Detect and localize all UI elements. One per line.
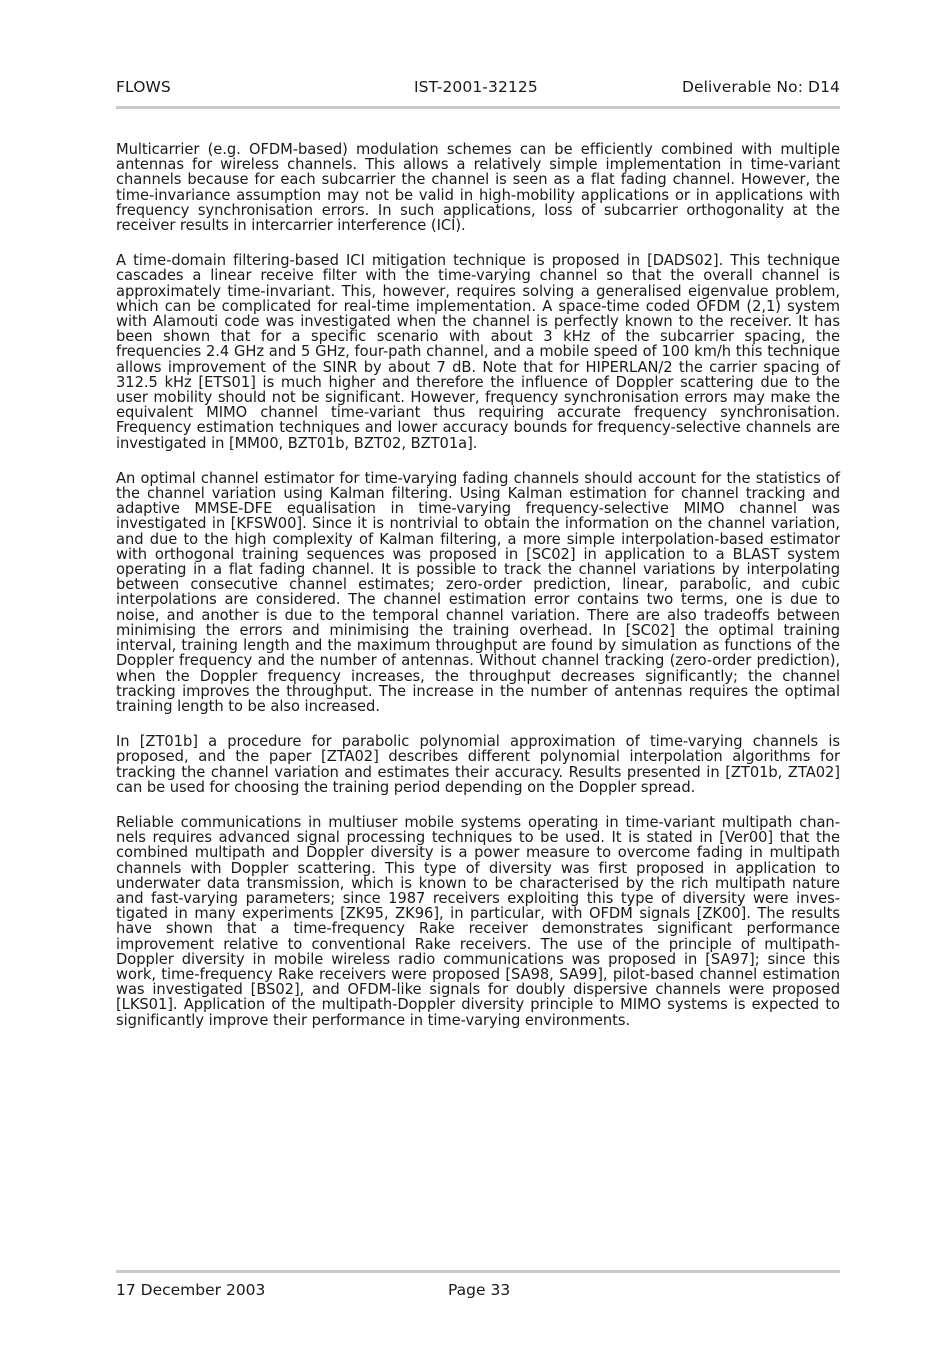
- page-header: [116, 78, 840, 100]
- header-project-name: FLOWS: [116, 78, 171, 96]
- paragraph-1: Multicarrier (e.g. OFDM-based) modulation schemes can be efficiently combined with multiple antennas for wireless channels. This allows a relatively simple implementation in time-variant channels because for each subcarrier the channel is seen as a flat fading channel. However, the time-invariance assumption may not be valid in high-mobility applications or in applications with frequency synchronisation errors. In such applications, loss of subcarrier orthogonality at the receiver results in intercarrier interference (ICI).: [116, 141, 840, 235]
- body-text: [116, 142, 840, 1048]
- paragraph-3: An optimal channel estimator for time-varying fading channels should account for the statistics of the channel variation using Kalman filtering. Using Kalman estimation for channel tracking and adaptive MMSE-DFE equalisation in time-varying frequency-selective MIMO channel was investigated in [KFSW00]. Since it is nontrivial to obtain the information on the channel variation, and due to the high complexity of Kalman filtering, a more simple interpolation-based estimator with orthogonal training sequences was proposed in [SC02] in application to a BLAST system operating in a flat fading channel. It is possible to track the channel variations by interpolating between consecutive channel estimates; zero-order prediction, linear, parabolic, and cubic interpolations are considered. The channel estimation error contains two terms, one is due to noise, and another is due to the temporal channel variation. There are also tradeoffs between minimising the errors and minimising the training overhead. In [SC02] the optimal training interval, training length and the maximum throughput are found by simulation as functions of the Doppler frequency and the number of antennas. Without channel tracking (zero-order prediction), when the Doppler frequency increases, the throughput decreases significantly; the channel tracking improves the throughput. The increase in the number of antennas requires the optimal training length to be also increased.: [116, 469, 840, 715]
- footer-date: 17 December 2003: [116, 1281, 266, 1299]
- footer-page-number: Page 33: [448, 1281, 511, 1299]
- header-project-id: IST-2001-32125: [414, 78, 538, 96]
- page-footer: [116, 1281, 840, 1303]
- header-deliverable-number: Deliverable No: D14: [681, 78, 840, 96]
- header-divider: [116, 106, 840, 109]
- paragraph-2: A time-domain filtering-based ICI mitigation technique is proposed in [DADS02]. This technique cascades a linear receive filter with the time-varying channel so that the overall channel is approximately time-invariant. This, however, requires solving a generalised eigenvalue problem, which can be complicated for real-time implementation. A space-time coded OFDM (2,1) system with Alamouti code was investigated when the channel is perfectly known to the receiver. It has been shown that for a specific scenario with about 3 kHz of the subcarrier spacing, the frequencies 2.4 GHz and 5 GHz, four-path channel, and a mobile speed of 100 km/h this technique allows improvement of the SINR by about 7 dB. Note that for HIPERLAN/2 the carrier spacing of 312.5 kHz [ETS01] is much higher and therefore the influence of Doppler scattering due to the user mobility should not be significant. However, frequency synchronisation errors may make the equivalent MIMO channel time-variant thus requiring accurate frequency synchronisation. Frequency estimation techniques and lower accuracy bounds for frequency-selective channels are investigated in [MM00, BZT01b, BZT02, BZT01a].: [116, 252, 840, 452]
- paragraph-5: Reliable communications in multiuser mobile systems operating in time-variant multipath channels requires advanced signal processing techniques to be used. It is stated in [Ver00] that the combined multipath and Doppler diversity is a power measure to overcome fading in multipath channels with Doppler scattering. This type of diversity was first proposed in application to underwater data transmission, which is known to be characterised by the rich multipath nature and fast-varying parameters; since 1987 receivers exploiting this type of diversity were investigated in many experiments [ZK95, ZK96], in particular, with OFDM signals [ZK00]. The results have shown that a time-frequency Rake receiver demonstrates significant performance improvement relative to conventional Rake receivers. The use of the principle of multipath-Doppler diversity in mobile wireless radio communications was proposed in [SA97]; since this work, time-frequency Rake receivers were proposed [SA98, SA99], pilot-based channel estimation was investigated [BS02], and OFDM-like signals for doubly dispersive channels were proposed [LKS01]. Application of the multipath-Doppler diversity principle to MIMO systems is expected to significantly improve their performance in time-varying environments.: [116, 813, 840, 1029]
- paragraph-4: In [ZT01b] a procedure for parabolic polynomial approximation of time-varying channels is proposed, and the paper [ZTA02] describes different polynomial interpolation algorithms for tracking the channel variation and estimates their accuracy. Results presented in [ZT01b, ZTA02] can be used for choosing the training period depending on the Doppler spread.: [116, 733, 840, 796]
- footer-divider: [116, 1270, 840, 1273]
